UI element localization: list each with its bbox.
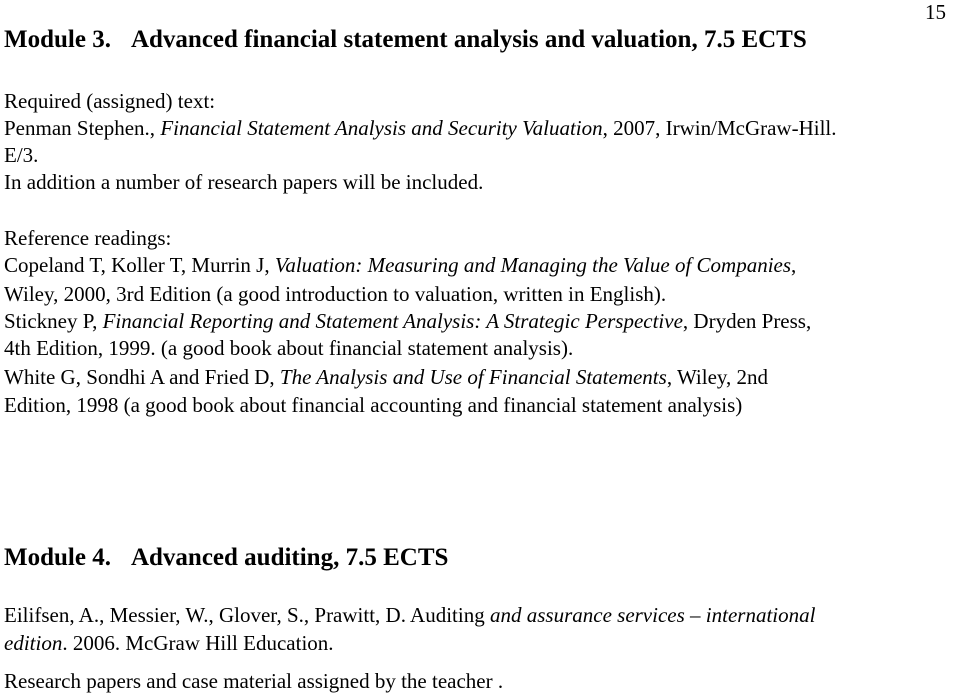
- white-publisher: , Wiley, 2nd: [666, 365, 769, 389]
- page-number: 15: [925, 0, 946, 24]
- penman-reference-cont: E/3.: [4, 143, 39, 167]
- module-3-heading: [4, 25, 807, 55]
- copeland-author: Copeland T, Koller T, Murrin J,: [4, 253, 275, 277]
- stickney-reference: [4, 308, 811, 334]
- copeland-punct: ,: [791, 253, 797, 277]
- module-3-title: Advanced financial statement analysis and valuation, 7.5 ECTS: [130, 26, 807, 53]
- eilifsen-title: and assurance services – international: [489, 603, 816, 627]
- module-3-number: Module 3.: [4, 26, 111, 53]
- module-4-research-note: Research papers and case material assigned by the teacher .: [4, 669, 504, 693]
- required-text-label: Required (assigned) text:: [4, 89, 216, 113]
- penman-title: Financial Statement Analysis and Security Valuation: [160, 116, 603, 140]
- copeland-reference: [4, 252, 796, 278]
- module-4-heading: [4, 543, 448, 573]
- copeland-title: Valuation: Measuring and Managing the Value of Companies: [274, 253, 792, 277]
- module-4-title: Advanced auditing, 7.5 ECTS: [130, 544, 449, 571]
- module-4-number: Module 4.: [4, 544, 111, 571]
- stickney-title: Financial Reporting and Statement Analysis: A Strategic Perspective: [102, 309, 683, 333]
- penman-publisher: , 2007, Irwin/McGraw-Hill.: [602, 116, 837, 140]
- eilifsen-publisher: . 2006. McGraw Hill Education.: [62, 631, 334, 655]
- copeland-reference-cont: Wiley, 2000, 3rd Edition (a good introduction to valuation, written in English).: [4, 282, 667, 306]
- eilifsen-authors: Eilifsen, A., Messier, W., Glover, S., Prawitt, D. Auditing: [4, 603, 490, 627]
- eilifsen-title-cont: edition: [4, 631, 63, 655]
- reference-readings-label: Reference readings:: [4, 226, 172, 250]
- stickney-author: Stickney P,: [4, 309, 103, 333]
- stickney-reference-cont: 4th Edition, 1999. (a good book about financial statement analysis).: [4, 336, 574, 360]
- eilifsen-reference-cont: [4, 630, 334, 656]
- white-reference: [4, 364, 768, 390]
- white-author: White G, Sondhi A and Fried D,: [4, 365, 280, 389]
- white-reference-cont: Edition, 1998 (a good book about financial accounting and financial statement analysis): [4, 393, 743, 417]
- research-papers-note: In addition a number of research papers will be included.: [4, 170, 484, 194]
- white-title: The Analysis and Use of Financial Statements: [279, 365, 667, 389]
- eilifsen-reference: [4, 602, 815, 628]
- penman-author: Penman Stephen.,: [4, 116, 161, 140]
- penman-reference: [4, 115, 837, 141]
- stickney-publisher: , Dryden Press,: [682, 309, 812, 333]
